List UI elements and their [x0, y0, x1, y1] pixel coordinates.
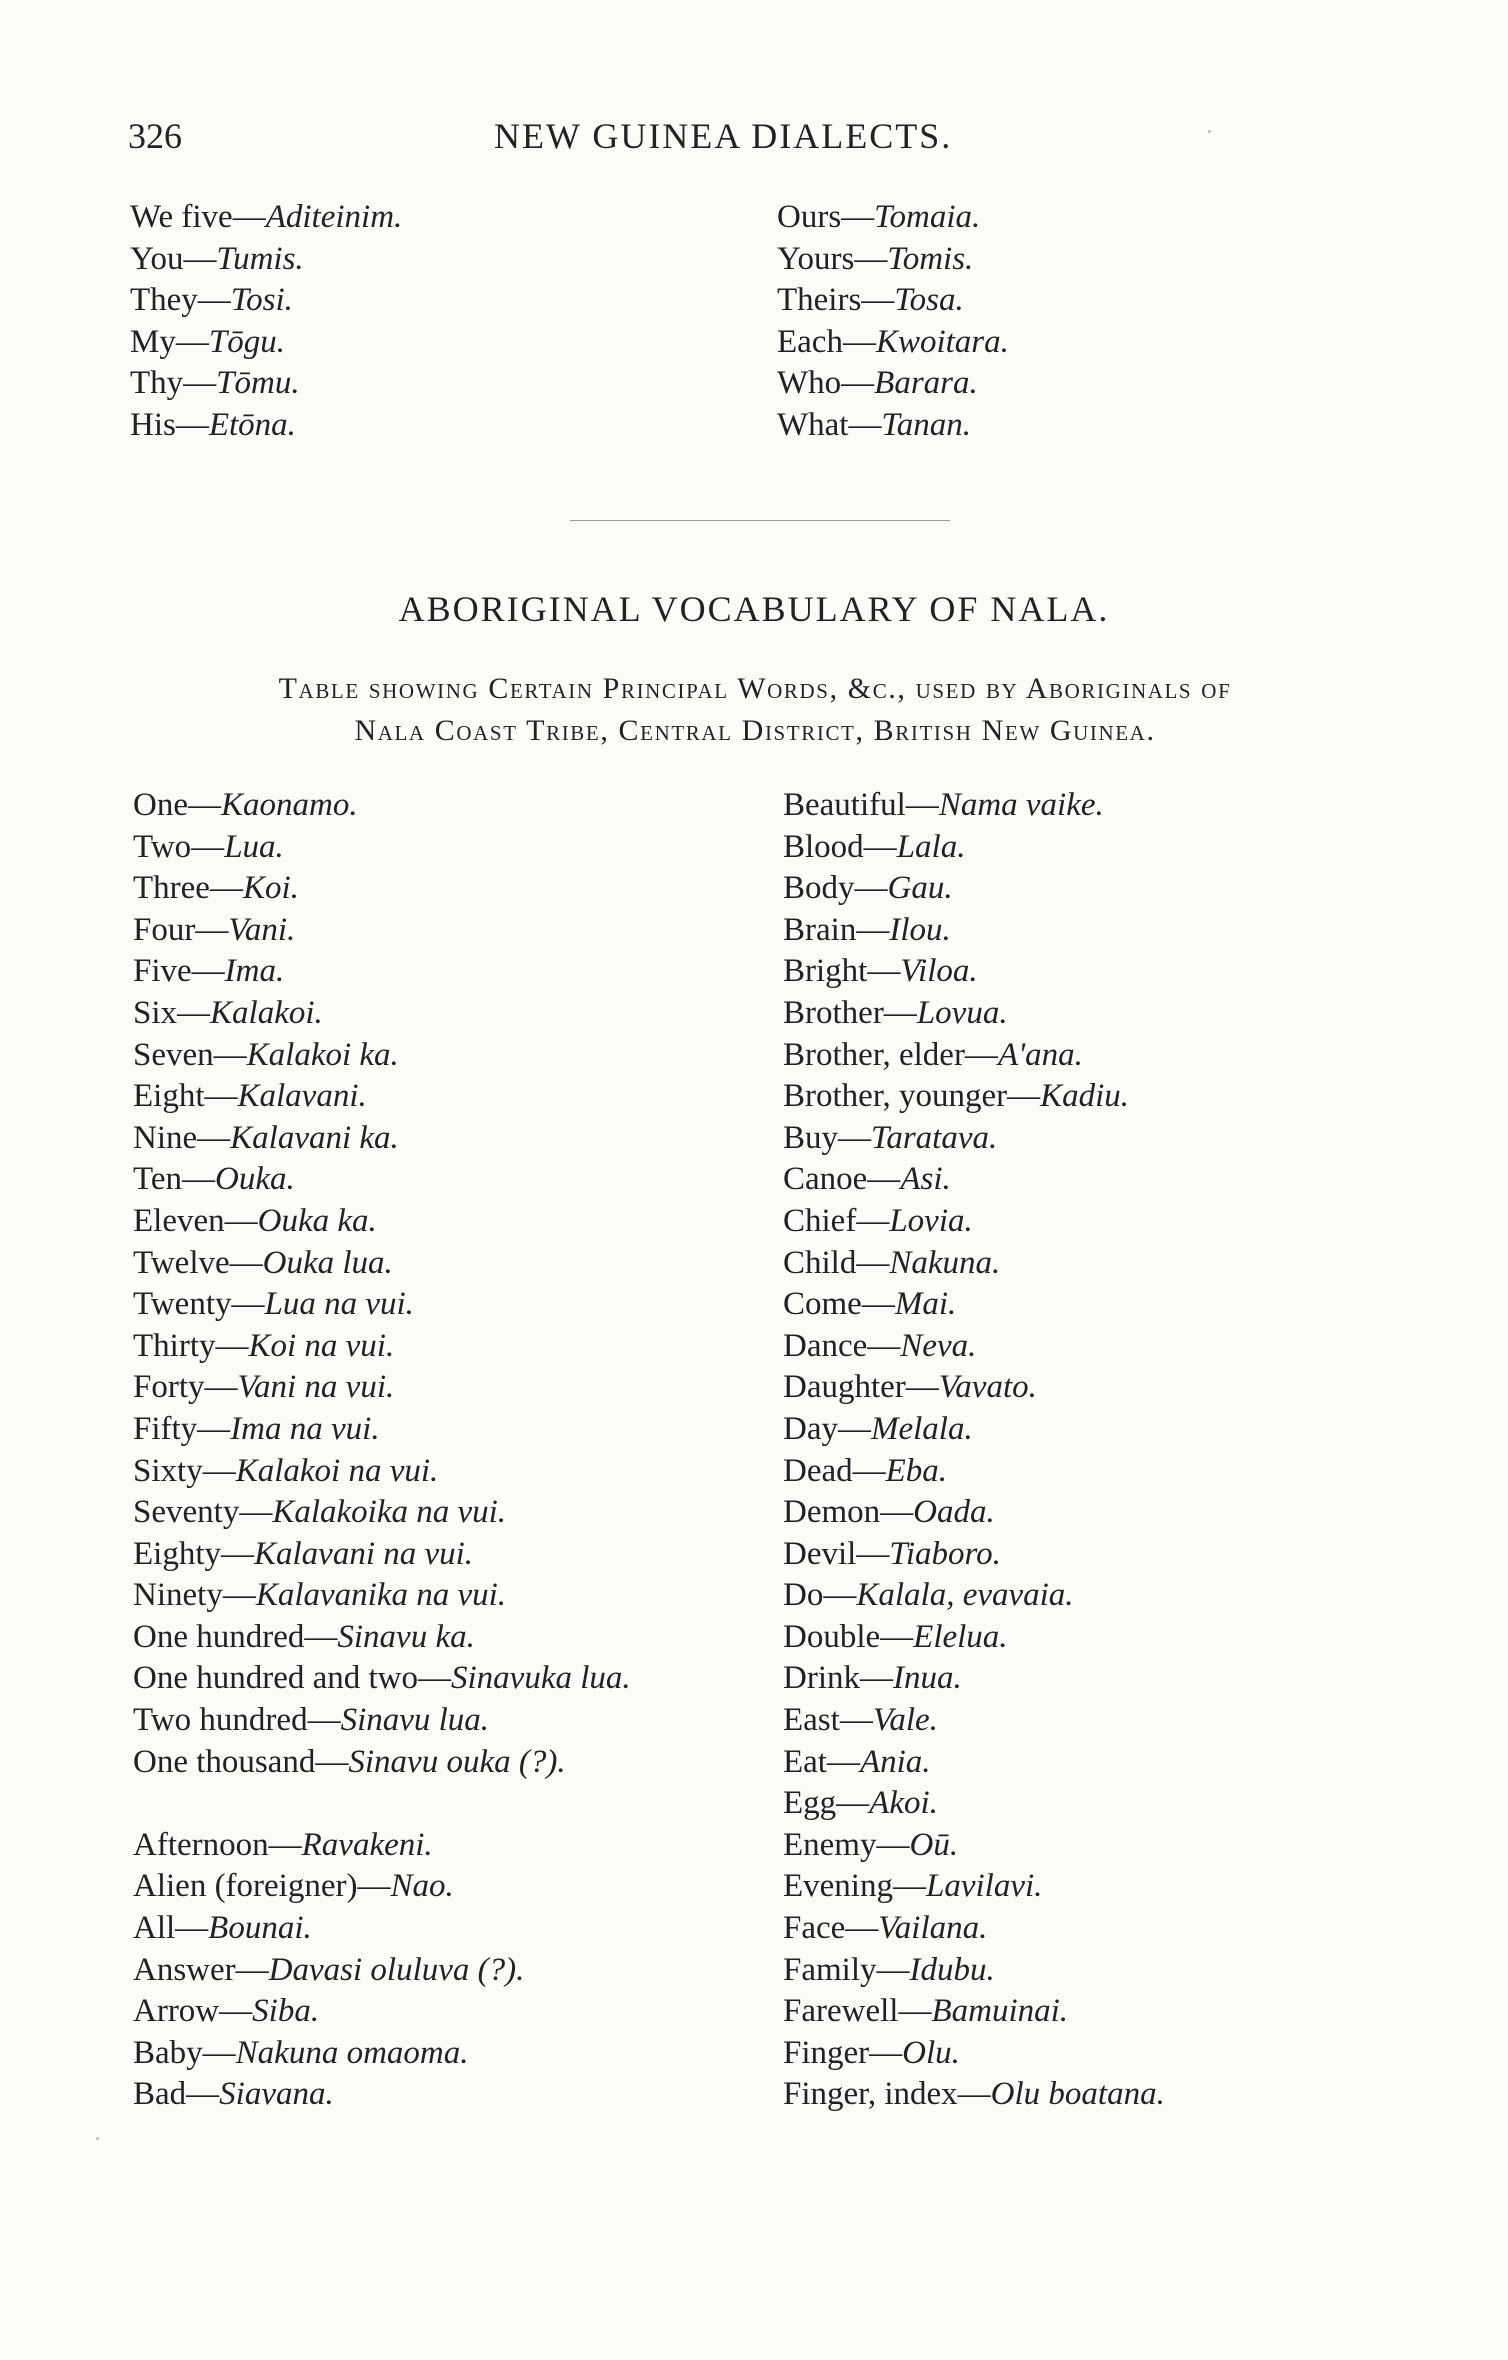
english-word: Yours— [777, 240, 888, 277]
vocab-entry [133, 785, 631, 827]
native-word: Siba. [252, 1993, 320, 2030]
vocab-entry [133, 1118, 631, 1160]
vocab-entry [783, 1617, 1165, 1659]
english-word: Seven— [133, 1036, 247, 1073]
english-word: Evening— [783, 1868, 926, 1905]
english-word: Sixty— [133, 1452, 236, 1489]
english-word: We five— [130, 199, 266, 235]
vocab-entry [783, 1658, 1165, 1700]
vocab-entry [130, 322, 402, 364]
native-word: Elelua. [913, 1618, 1008, 1655]
native-word: Tomaia. [874, 199, 981, 235]
vocab-entry [783, 1866, 1165, 1908]
vocab-entry [130, 197, 402, 239]
native-word: Taratava. [871, 1119, 998, 1156]
native-word: Vailana. [878, 1910, 988, 1947]
paper-speck [96, 2137, 99, 2140]
vocab-entry [133, 1326, 631, 1368]
english-word: Finger— [783, 2034, 903, 2071]
native-word: Vale. [872, 1702, 938, 1739]
english-word: Forty— [133, 1369, 238, 1406]
vocab-entry [777, 280, 1009, 322]
vocab-entry [777, 363, 1009, 405]
subtitle-line-1: Table showing Certain Principal Words, &c., used by Aboriginals of [278, 672, 1232, 705]
english-word: Ten— [133, 1161, 216, 1198]
english-word: Nine— [133, 1119, 231, 1156]
vocab-entry [130, 405, 402, 447]
english-word: Chief— [783, 1202, 890, 1239]
english-word: Seventy— [133, 1494, 273, 1531]
english-word: Ours— [777, 199, 875, 235]
vocab-left-column [133, 785, 631, 2116]
native-word: Tosi. [230, 282, 293, 318]
native-word: Koi na vui. [248, 1327, 395, 1364]
native-word: Tumis. [216, 240, 304, 277]
vocab-entry [783, 1118, 1165, 1160]
native-word: Kaonamo. [220, 787, 358, 823]
native-word: Kalavani ka. [230, 1119, 399, 1156]
vocab-entry [783, 1492, 1165, 1534]
native-word: Tōgu. [208, 323, 285, 360]
vocab-entry [133, 1035, 631, 1077]
native-word: Tomis. [887, 240, 974, 277]
vocab-entry [783, 1742, 1165, 1784]
vocab-entry [133, 1201, 631, 1243]
native-word: Kalala, evavaia. [856, 1577, 1074, 1614]
vocab-entry [783, 868, 1165, 910]
english-word: Daughter— [783, 1369, 939, 1406]
english-word: Afternoon— [133, 1826, 302, 1863]
vocab-entry [133, 1451, 631, 1493]
vocab-entry [133, 1159, 631, 1201]
native-word: Olu. [902, 2034, 960, 2071]
vocab-entry [783, 1367, 1165, 1409]
english-word: Thirty— [133, 1327, 249, 1364]
english-word: Theirs— [777, 282, 895, 318]
native-word: A'ana. [997, 1036, 1083, 1073]
english-word: Farewell— [783, 1993, 932, 2030]
native-word: Sinavu ouka (?). [348, 1743, 566, 1780]
english-word: They— [130, 282, 231, 318]
native-word: Lala. [896, 828, 966, 865]
native-word: Akoi. [869, 1785, 938, 1822]
native-word: Eba. [885, 1452, 948, 1489]
native-word: Oada. [913, 1494, 995, 1531]
vocab-entry [783, 951, 1165, 993]
native-word: Nama vaike. [938, 787, 1104, 823]
english-word: Blood— [783, 828, 897, 865]
vocab-entry [783, 1284, 1165, 1326]
section-divider [570, 520, 950, 521]
vocab-entry [133, 2074, 631, 2116]
native-word: Lovia. [889, 1202, 973, 1239]
section-subtitle [130, 668, 1380, 752]
english-word: Come— [783, 1286, 895, 1323]
vocab-entry [783, 1159, 1165, 1201]
vocab-entry [133, 1908, 631, 1950]
native-word: Vani. [228, 911, 296, 948]
vocab-entry [133, 1076, 631, 1118]
vocab-entry [783, 993, 1165, 1035]
native-word: Kalavanika na vui. [255, 1577, 507, 1614]
native-word: Sinavuka lua. [451, 1660, 631, 1697]
native-word: Mai. [894, 1286, 957, 1323]
vocab-entry [777, 239, 1009, 281]
vocab-entry [783, 1575, 1165, 1617]
native-word: Nakuna omaoma. [235, 2034, 469, 2071]
vocab-entry [133, 1284, 631, 1326]
english-word: Thy— [130, 365, 217, 401]
native-word: Koi. [242, 870, 299, 907]
english-word: Twelve— [133, 1244, 263, 1281]
native-word: Kalakoi ka. [246, 1036, 399, 1073]
native-word: Bounai. [208, 1910, 312, 1947]
english-word: Three— [133, 870, 243, 907]
native-word: Nao. [390, 1868, 454, 1905]
english-word: Buy— [783, 1119, 872, 1156]
english-word: Child— [783, 1244, 890, 1281]
vocab-entry [133, 1243, 631, 1285]
vocab-entry [777, 197, 1009, 239]
vocab-entry [783, 1825, 1165, 1867]
native-word: Inua. [893, 1660, 962, 1697]
english-word: Brain— [783, 911, 890, 948]
vocab-entry [783, 1950, 1165, 1992]
vocab-entry [130, 280, 402, 322]
english-word: Beautiful— [783, 787, 939, 823]
native-word: Davasi oluluva (?). [268, 1951, 525, 1988]
native-word: Asi. [900, 1161, 951, 1198]
vocab-entry [133, 1534, 631, 1576]
vocab-entry [783, 1076, 1165, 1118]
native-word: Olu boatana. [990, 2076, 1165, 2113]
english-word: One hundred— [133, 1618, 338, 1655]
english-word: Eat— [783, 1743, 860, 1780]
native-word: Lua na vui. [264, 1286, 414, 1323]
native-word: Kalavani. [237, 1078, 367, 1115]
vocab-entry [783, 1201, 1165, 1243]
english-word: Dead— [783, 1452, 886, 1489]
vocab-entry [133, 1617, 631, 1659]
vocab-entry [783, 1700, 1165, 1742]
paper-speck [1208, 130, 1211, 133]
numerals-list [133, 785, 631, 1783]
native-word: Idubu. [909, 1951, 995, 1988]
native-word: Tōmu. [216, 365, 300, 401]
english-word: Ninety— [133, 1577, 256, 1614]
native-word: Ilou. [889, 911, 951, 948]
native-word: Oū. [909, 1826, 959, 1863]
native-word: Lua. [224, 828, 284, 865]
vocab-entry [133, 1866, 631, 1908]
vocab-entry [133, 1825, 631, 1867]
native-word: Kalakoi. [210, 994, 323, 1031]
vocab-right-column [783, 785, 1165, 2116]
vocab-entry [783, 1451, 1165, 1493]
vocab-entry [133, 868, 631, 910]
vocab-entry [130, 239, 402, 281]
vocab-entry [777, 322, 1009, 364]
native-word: Tiaboro. [889, 1535, 1001, 1572]
native-word: Ravakeni. [301, 1826, 433, 1863]
vocab-entry [133, 910, 631, 952]
english-word: Alien (foreigner)— [133, 1868, 391, 1905]
native-word: Kwoitara. [875, 323, 1009, 360]
native-word: Kalakoi na vui. [235, 1452, 439, 1489]
english-word: Two hundred— [133, 1702, 341, 1739]
english-word: Demon— [783, 1494, 914, 1531]
vocab-entry [783, 827, 1165, 869]
english-word: Twenty— [133, 1286, 265, 1323]
native-word: Ima. [224, 953, 285, 990]
vocab-entry [133, 1575, 631, 1617]
english-word: My— [130, 323, 209, 360]
vocab-entry [783, 2074, 1165, 2116]
native-word: Kalavani na vui. [254, 1535, 474, 1572]
english-word: You— [130, 240, 217, 277]
native-word: Lavilavi. [925, 1868, 1043, 1905]
english-word: Six— [133, 994, 211, 1031]
english-word: Fifty— [133, 1410, 231, 1447]
pronouns-left-column [130, 197, 402, 446]
vocab-entry [783, 1409, 1165, 1451]
vocab-entry [133, 1991, 631, 2033]
vocab-entry [783, 1908, 1165, 1950]
native-word: Sinavu ka. [337, 1618, 475, 1655]
native-word: Barara. [874, 365, 978, 401]
english-word: Do— [783, 1577, 857, 1614]
english-word: Four— [133, 911, 229, 948]
english-word: Finger, index— [783, 2076, 991, 2113]
native-word: Tanan. [881, 406, 972, 443]
vocab-entry [133, 1409, 631, 1451]
vocab-entry [783, 785, 1165, 827]
english-word: One hundred and two— [133, 1660, 452, 1697]
english-word: Bad— [133, 2076, 220, 2113]
vocab-entry [133, 1367, 631, 1409]
running-head [128, 115, 1008, 165]
words-a-list [133, 1825, 631, 2116]
english-word: What— [777, 406, 882, 443]
native-word: Ouka. [215, 1161, 295, 1198]
english-word: Body— [783, 870, 888, 907]
english-word: Brother— [783, 994, 917, 1031]
vocab-entry [133, 1742, 631, 1784]
english-word: One thousand— [133, 1743, 349, 1780]
list-gap [133, 1783, 631, 1825]
english-word: East— [783, 1702, 873, 1739]
native-word: Nakuna. [889, 1244, 1001, 1281]
english-word: Two— [133, 828, 225, 865]
native-word: Ania. [859, 1743, 931, 1780]
english-word: Bright— [783, 953, 901, 990]
page-number: 326 [128, 116, 182, 156]
native-word: Melala. [870, 1410, 973, 1447]
vocab-entry [133, 1950, 631, 1992]
native-word: Ima na vui. [230, 1410, 380, 1447]
english-word: Eleven— [133, 1202, 258, 1239]
english-word: Canoe— [783, 1161, 901, 1198]
pronouns-right-column [777, 197, 1009, 446]
english-word: Eight— [133, 1078, 238, 1115]
vocab-entry [133, 2033, 631, 2075]
native-word: Vavato. [938, 1369, 1037, 1406]
english-word: Dance— [783, 1327, 901, 1364]
vocab-entry [133, 951, 631, 993]
english-word: Who— [777, 365, 875, 401]
vocab-entry [783, 1534, 1165, 1576]
vocab-entry [783, 1243, 1165, 1285]
english-word: Enemy— [783, 1826, 910, 1863]
native-word: Kadiu. [1040, 1078, 1130, 1115]
english-word: Devil— [783, 1535, 890, 1572]
native-word: Gau. [887, 870, 953, 907]
english-word: Each— [777, 323, 876, 360]
subtitle-line-2: Nala Coast Tribe, Central District, British New Guinea. [354, 714, 1156, 747]
native-word: Aditeinim. [265, 199, 403, 235]
native-word: Kalakoika na vui. [272, 1494, 507, 1531]
english-word: Five— [133, 953, 225, 990]
native-word: Siavana. [219, 2076, 334, 2113]
english-word: One— [133, 787, 221, 823]
english-word: Egg— [783, 1785, 870, 1822]
vocab-entry [133, 827, 631, 869]
english-word: Arrow— [133, 1993, 253, 2030]
english-word: Face— [783, 1910, 879, 1947]
vocab-entry [133, 1492, 631, 1534]
vocab-entry [777, 405, 1009, 447]
native-word: Vani na vui. [237, 1369, 395, 1406]
native-word: Ouka lua. [262, 1244, 393, 1281]
running-title: NEW GUINEA DIALECTS. [494, 116, 953, 156]
english-word: Family— [783, 1951, 910, 1988]
vocab-entry [783, 1783, 1165, 1825]
english-word: His— [130, 406, 209, 443]
english-word: Double— [783, 1618, 914, 1655]
vocab-entry [130, 363, 402, 405]
native-word: Lovua. [916, 994, 1008, 1031]
vocab-entry [133, 993, 631, 1035]
vocab-entry [783, 1991, 1165, 2033]
english-word: Baby— [133, 2034, 236, 2071]
native-word: Etōna. [208, 406, 296, 443]
native-word: Bamuinai. [931, 1993, 1069, 2030]
english-word: Drink— [783, 1660, 893, 1697]
english-word: Brother, younger— [783, 1078, 1041, 1115]
section-title: ABORIGINAL VOCABULARY OF NALA. [398, 589, 1110, 629]
native-word: Neva. [900, 1327, 977, 1364]
native-word: Sinavu lua. [340, 1702, 490, 1739]
vocab-entry [133, 1700, 631, 1742]
english-word: Day— [783, 1410, 871, 1447]
english-word: All— [133, 1910, 209, 1947]
native-word: Viloa. [900, 953, 978, 990]
english-word: Answer— [133, 1951, 269, 1988]
vocab-entry [783, 910, 1165, 952]
english-word: Brother, elder— [783, 1036, 998, 1073]
native-word: Tosa. [894, 282, 964, 318]
vocab-entry [783, 1326, 1165, 1368]
native-word: Ouka ka. [257, 1202, 377, 1239]
vocab-entry [783, 1035, 1165, 1077]
vocab-entry [133, 1658, 631, 1700]
english-word: Eighty— [133, 1535, 254, 1572]
vocab-entry [783, 2033, 1165, 2075]
